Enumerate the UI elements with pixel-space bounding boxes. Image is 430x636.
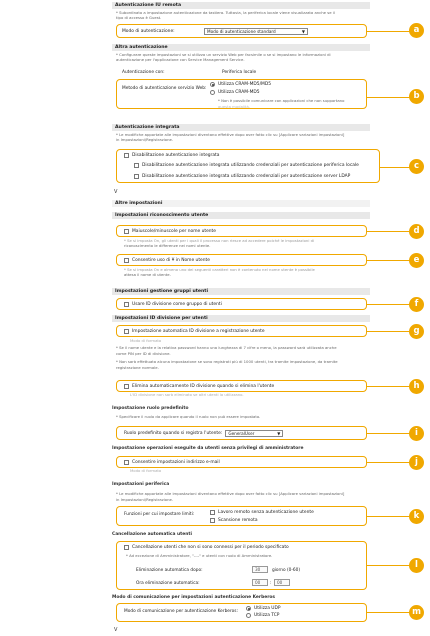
badge-c: c	[409, 159, 424, 174]
web-method-note: * Non è possibile comunicare con applicazioni che non supportano	[218, 98, 345, 103]
auto-cancel-days-input[interactable]: 30	[252, 566, 268, 573]
disable-integrated-ldap-checkbox-row[interactable]: Disabilitazione autenticazione integrata utilizzando credenziali per autenticazione server LDAP	[134, 174, 350, 179]
remote-ui-note-2: tipo di accesso è Guest.	[116, 15, 162, 20]
web-method-option-md5[interactable]: Utilizza CRAM-MD5/MD5	[210, 82, 271, 87]
delete-note: L'ID divisione non sarà eliminato se altri utenti lo utilizzano.	[130, 392, 244, 397]
section-header-admin-ops: Impostazione operazioni eseguite da utenti senza privilegi di amministratore	[112, 446, 304, 451]
device-note: * Le modifiche apportate alle impostazioni diventano effettive dopo aver fatto clic su [Applicare variazioni impostazioni]	[116, 491, 345, 496]
auto-cancel-checkbox-row[interactable]: Cancellazione utenti che non si sono connessi per il periodo specificato	[124, 545, 289, 550]
section-header-division-id: Impostazioni ID divisione per utenti	[112, 315, 370, 322]
allow-note-2: attesa il nome di utente.	[124, 272, 171, 277]
collapse-icon[interactable]: ᐯ	[114, 627, 118, 633]
auth-mode-select[interactable]: Modo di autenticazione standard ▼	[204, 28, 308, 35]
highlight-j	[116, 456, 367, 468]
connector-j	[367, 462, 410, 463]
division-note-1: * Se il nome utente e la relativa password hanno una lunghezza di 7 cifre o meno, la password sarà utilizzata anche	[116, 345, 337, 350]
kerberos-udp-option[interactable]: Utilizza UDP	[246, 606, 281, 611]
badge-a: a	[409, 23, 424, 38]
connector-b	[367, 97, 410, 98]
highlight-k	[116, 506, 367, 526]
other-auth-note: * Configurare queste impostazioni se si utilizza un servizio Web per facsimile o se si impostano le informazioni di	[116, 52, 331, 57]
disable-integrated-local-checkbox-row[interactable]: Disabilitazione autenticazione integrata utilizzando credenziali per autenticazione periferica locale	[134, 163, 359, 168]
other-auth-note-2: autenticazione per l'applicazione con Service Management Service.	[116, 57, 245, 62]
auto-cancel-time-label: Ora eliminazione automatica:	[136, 581, 200, 586]
highlight-m	[116, 603, 367, 622]
section-header-integrated-auth: Autenticazione integrata	[112, 124, 370, 131]
section-header-recognition: Impostazioni riconoscimento utente	[112, 212, 370, 219]
use-division-id-checkbox-row[interactable]: Usare ID divisione come gruppo di utenti	[124, 302, 222, 307]
web-method-note-2: questa modalità.	[218, 104, 251, 109]
highlight-a	[116, 24, 367, 38]
remote-work-checkbox-row[interactable]: Lavoro remoto senza autenticazione utente	[210, 510, 314, 515]
section-header-auto-cancel: Cancellazione automatica utenti	[112, 532, 192, 537]
web-method-label: Metodo di autenticazione servizio Web:	[122, 86, 207, 91]
connector-m	[367, 612, 410, 613]
allow-email-checkbox-row[interactable]: Consentire impostazioni indirizzo e-mail	[124, 460, 220, 465]
highlight-b	[116, 79, 367, 109]
section-header-other-auth: Altra autenticazione	[112, 44, 370, 51]
division-note-4: registrazione normale.	[116, 365, 159, 370]
connector-f	[367, 304, 410, 305]
badge-d: d	[409, 224, 424, 239]
badge-g: g	[409, 324, 424, 339]
default-role-select[interactable]: GeneralUser ▼	[225, 430, 283, 437]
auto-division-id-checkbox-row[interactable]: Impostazione automatica ID divisione a registrazione utente	[124, 329, 265, 334]
auth-with-label: Autenticazione con:	[122, 70, 165, 75]
connector-l	[367, 565, 410, 566]
auto-cancel-after-label: Eliminazione automatica dopo:	[136, 568, 203, 573]
badge-f: f	[409, 297, 424, 312]
remote-ui-note: * Subordinato a impostazione autenticazione da tastiera. Tuttavia, la periferica locale viene visualizzata anche se il	[116, 10, 335, 15]
auto-cancel-note: * Ad eccezione di Amministratore, "----" e utenti con ruolo di Amministratore.	[126, 553, 273, 558]
disable-integrated-checkbox-row[interactable]: Disabilitazione autenticazione integrata	[124, 153, 219, 158]
badge-k: k	[409, 509, 424, 524]
connector-d	[367, 231, 410, 232]
highlight-c	[116, 149, 380, 183]
highlight-l	[116, 541, 367, 590]
section-header-remote-ui-auth: Autenticazione IU remota	[112, 2, 370, 9]
case-note: * Se si imposta On, gli utenti per i quali il processo non riesce ad accedere poiché le impostazioni di	[124, 238, 315, 243]
auto-cancel-days-unit: giorno (0-60)	[272, 568, 301, 573]
allow-yen-checkbox-row[interactable]: Consentire uso di ¥ in Nome utente	[124, 258, 210, 263]
badge-m: m	[409, 605, 424, 620]
remote-scan-checkbox-row[interactable]: Scansione remota	[210, 518, 258, 523]
web-method-option-cram[interactable]: Utilizza CRAM-MD5	[210, 90, 260, 95]
section-header-role: Impostazione ruolo predefinito	[112, 406, 189, 411]
email-sub: Modo di formato	[130, 468, 162, 473]
connector-k	[367, 516, 410, 517]
connector-h	[367, 386, 410, 387]
default-role-label: Ruolo predefinito quando si registra l'utente:	[124, 431, 223, 436]
connector-i	[367, 433, 410, 434]
case-note-2: riconoscimento le differenze nei nomi utente.	[124, 243, 211, 248]
connector-a	[367, 31, 410, 32]
badge-j: j	[409, 455, 424, 470]
integrated-note: * Le modifiche apportate alle impostazioni diventano effettive dopo aver fatto clic su [Applicare variazioni impostazioni]	[116, 132, 345, 137]
case-sensitive-checkbox-row[interactable]: Maiuscole/minuscole per nome utente	[124, 229, 216, 234]
kerberos-mode-label: Modo di comunicazione per autenticazione Kerberos:	[124, 609, 238, 614]
highlight-e	[116, 254, 367, 266]
auto-cancel-minute-input[interactable]: 00	[274, 579, 290, 586]
allow-note: * Se si imposta On e almeno uno dei seguenti caratteri non è contenuto nel nome utente è possibile	[124, 267, 315, 272]
badge-e: e	[409, 253, 424, 268]
local-device-label: Periferica locale	[222, 70, 257, 75]
section-header-groups: Impostazioni gestione gruppi utenti	[112, 288, 370, 295]
division-sub: Modo di formato	[130, 338, 162, 343]
auto-delete-division-checkbox-row[interactable]: Elimina automaticamente ID divisione quando si elimina l'utente	[124, 384, 274, 389]
time-separator: :	[270, 581, 272, 586]
division-note-3: * Non sarà effettuata alcuna impostazione se sono registrati più di 1000 utenti, tra tramite impostazione, da tramite	[116, 359, 338, 364]
section-header-device: Impostazioni periferica	[112, 482, 170, 487]
badge-b: b	[409, 89, 424, 104]
connector-e	[367, 260, 410, 261]
kerberos-tcp-option[interactable]: Utilizza TCP	[246, 613, 279, 618]
division-note-2: come PIN per ID di divisione.	[116, 351, 171, 356]
highlight-i	[116, 426, 367, 440]
connector-g	[367, 331, 410, 332]
highlight-h	[116, 380, 367, 392]
badge-l: l	[409, 558, 424, 573]
role-note: * Specificare il ruolo da applicare quando il ruolo non può essere impostato.	[116, 414, 261, 419]
connector-c	[380, 167, 410, 168]
highlight-d	[116, 225, 367, 237]
auth-mode-label: Modo di autenticazione:	[122, 29, 175, 34]
chevron-down-icon: ▼	[277, 431, 281, 436]
badge-i: i	[409, 426, 424, 441]
collapse-icon[interactable]: ᐯ	[114, 189, 118, 195]
integrated-note-2: in Impostazioni/Registrazione.	[116, 137, 174, 142]
chevron-down-icon: ▼	[301, 29, 305, 34]
highlight-g	[116, 325, 367, 337]
limit-functions-label: Funzioni per cui impostare limiti:	[124, 512, 195, 517]
highlight-f	[116, 298, 367, 310]
device-note-2: in Impostazioni/Registrazione.	[116, 497, 174, 502]
section-header-kerberos: Modo di comunicazione per impostazioni autenticazione Kerberos	[112, 595, 275, 600]
section-header-other-settings: Altre impostazioni	[112, 200, 370, 207]
auto-cancel-hour-input[interactable]: 00	[252, 579, 268, 586]
badge-h: h	[409, 379, 424, 394]
